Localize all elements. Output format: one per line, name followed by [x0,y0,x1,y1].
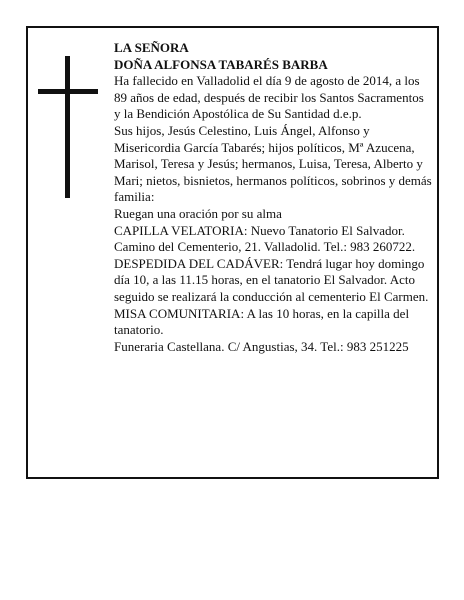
obituary-notice [26,26,439,479]
deceased-name: DOÑA ALFONSA TABARÉS BARBA [114,56,328,72]
cross-vertical-bar [65,56,70,198]
mass-info [114,306,432,339]
family-list: Sus hijos, Jesús Celestino, Luis Ángel, Alfonso y Misericordia García Tabarés; hijos políticos, Mª Azucena, Marisol, Teresa y Jesús; hermanos, Luisa, Teresa, Alberto y Mari; nietos, bisnietos, hermanos políticos, sobrinos y demás familia: [114,122,432,205]
cross-icon [38,56,98,198]
farewell-info [114,256,432,306]
chapel-text: Nuevo Tanatorio El Salvador. Camino del Cementerio, 21. Valladolid. Tel.: 983 260722. [114,222,416,255]
death-announcement: Ha fallecido en Valladolid el día 9 de agosto de 2014, a los 89 años de edad, después de recibir los Santos Sacramentos y la Bendición Apostólica de Su Santidad d.e.p. [114,73,424,122]
heading-title: LA SEÑORA [114,40,189,55]
notice-text [114,40,432,355]
chapel-label: CAPILLA VELATORIA: [114,222,248,238]
farewell-label: DESPEDIDA DEL CADÁVER: [114,255,284,271]
funeral-home-info: Funeraria Castellana. C/ Angustias, 34. Tel.: 983 251225 [114,338,409,354]
farewell-text: Tendrá lugar hoy domingo día 10, a las 11.15 horas, en el tanatorio El Salvador. Acto seguido se realizará la conducción al cementerio El Carmen. [114,255,429,304]
prayer-request: Ruegan una oración por su alma [114,205,282,221]
cross-horizontal-bar [38,89,98,94]
mass-text: A las 10 horas, en la capilla del tanatorio. [114,305,410,338]
mass-label: MISA COMUNITARIA: [114,305,245,321]
chapel-info [114,223,432,256]
